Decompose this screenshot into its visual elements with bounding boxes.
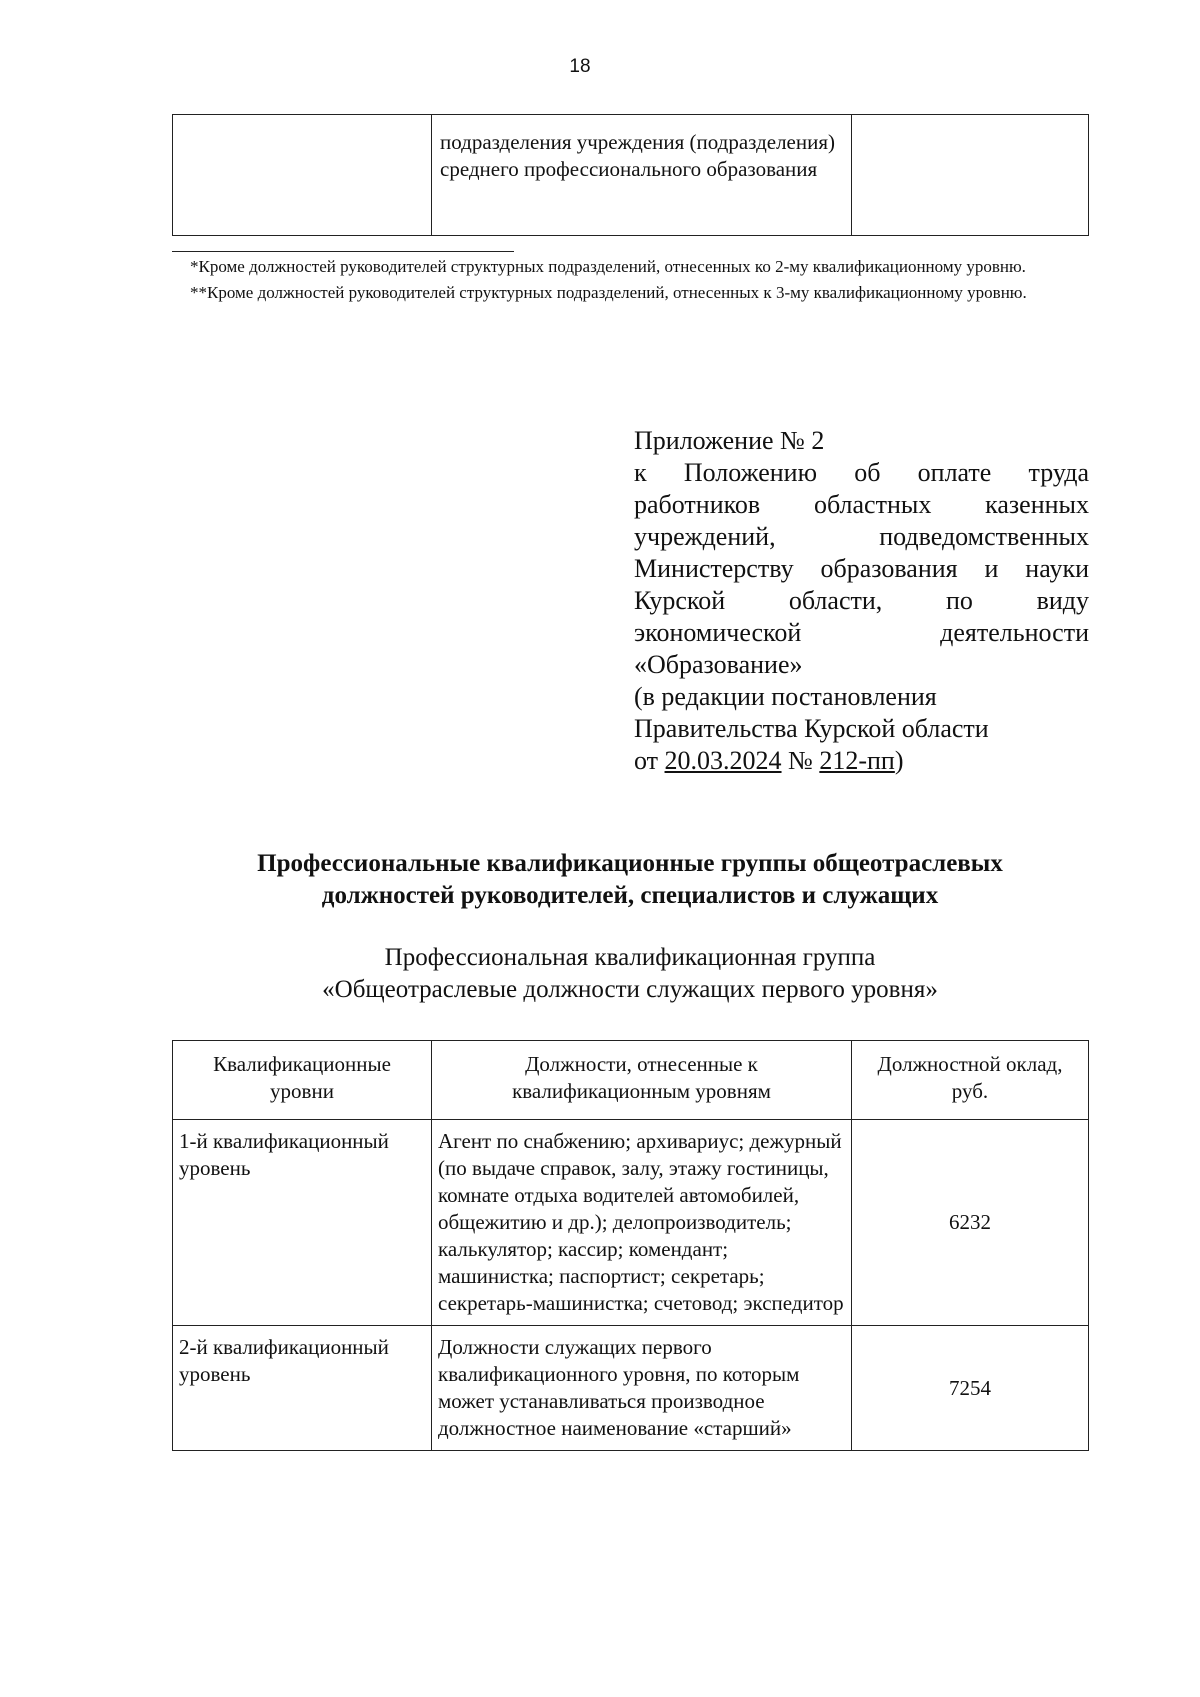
resolution-number: 212-пп xyxy=(819,746,895,775)
footnote-separator xyxy=(172,251,514,252)
salary-cell: 6232 xyxy=(852,1120,1089,1326)
appendix-line: Министерству образования и науки xyxy=(634,554,1089,583)
title-line: Профессиональные квалификационные группы общеотраслевых xyxy=(257,850,1003,877)
table-cell xyxy=(173,115,432,236)
column-header: Должности, отнесенные к квалификационным уровням xyxy=(432,1041,852,1120)
appendix-line: Правительства Курской области xyxy=(634,714,989,743)
positions-cell: Агент по снабжению; архивариус; дежурный (по выдаче справок, залу, этажу гостиницы, комнате отдыха водителей автомобилей, общежитию и др.); делопроизводитель; калькулятор; кассир; комендант; машинистка; паспортист; секретарь; секретарь-машинистка; счетовод; экспедитор xyxy=(432,1120,852,1326)
table-cell: подразделения учреждения (подразделения) среднего профессионального образования xyxy=(432,115,852,236)
resolution-date: 20.03.2024 xyxy=(664,746,782,775)
number-sign: № xyxy=(781,746,820,775)
level-cell: 1-й квалификационный уровень xyxy=(173,1120,432,1326)
level-cell: 2-й квалификационный уровень xyxy=(173,1326,432,1451)
column-header: Должностной оклад, руб. xyxy=(852,1041,1089,1120)
table-row xyxy=(173,1326,1089,1451)
group-title xyxy=(172,942,1088,1006)
footnote: *Кроме должностей руководителей структурных подразделений, отнесенных ко 2-му квалификационному уровню. xyxy=(190,257,1026,276)
appendix-line: учреждений, подведомственных xyxy=(634,522,1089,551)
date-prefix: от xyxy=(634,746,665,775)
appendix-header xyxy=(634,425,1089,777)
appendix-date-line xyxy=(634,745,1089,777)
closing-paren: ) xyxy=(894,746,904,775)
group-title-line: «Общеотраслевые должности служащих первого уровня» xyxy=(322,976,938,1003)
positions-cell: Должности служащих первого квалификационного уровня, по которым может устанавливаться производное должностное наименование «старший» xyxy=(432,1326,852,1451)
footnote: **Кроме должностей руководителей структурных подразделений, отнесенных к 3-му квалификационному уровню. xyxy=(190,283,1027,302)
continuation-table xyxy=(172,114,1089,236)
qualification-table xyxy=(172,1040,1089,1451)
document-title xyxy=(172,848,1088,912)
group-title-line: Профессиональная квалификационная группа xyxy=(384,944,876,971)
appendix-line: экономической деятельности xyxy=(634,618,1089,647)
table-row xyxy=(173,1120,1089,1326)
appendix-line: работников областных казенных xyxy=(634,490,1089,519)
table-row xyxy=(173,115,1089,236)
footnotes xyxy=(172,254,1088,306)
page-number: 18 xyxy=(569,56,591,77)
appendix-line: «Образование» xyxy=(634,650,803,679)
salary-cell: 7254 xyxy=(852,1326,1089,1451)
title-line: должностей руководителей, специалистов и служащих xyxy=(321,882,939,909)
table-cell xyxy=(852,115,1089,236)
appendix-line: Курской области, по виду xyxy=(634,586,1089,615)
appendix-line: (в редакции постановления xyxy=(634,682,937,711)
table-header-row xyxy=(173,1041,1089,1120)
appendix-title: Приложение № 2 xyxy=(634,426,825,455)
appendix-line: к Положению об оплате труда xyxy=(634,458,1089,487)
column-header: Квалификационные уровни xyxy=(173,1041,432,1120)
